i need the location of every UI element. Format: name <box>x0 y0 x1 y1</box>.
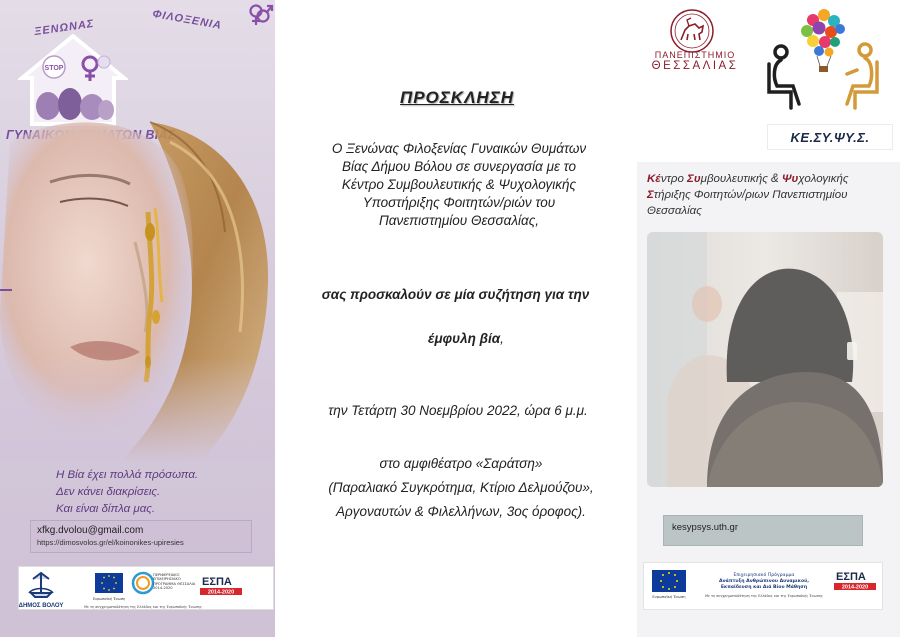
description-initial: Ψυ <box>781 173 799 185</box>
description-line <box>647 171 897 187</box>
funders-logos-right <box>644 563 884 611</box>
therapist-figure-icon <box>847 44 877 108</box>
topic-text: έμφυλη βία <box>428 331 501 346</box>
university-emblem-icon <box>669 8 715 54</box>
invitation-body <box>278 0 633 637</box>
quote-line: Δεν κάνει διακρίσεις. <box>56 486 161 498</box>
shelter-website-link[interactable]: https://dimosvolos.gr/el/koinonikes-upiresies <box>37 538 184 547</box>
counseling-logo-icon <box>761 4 891 116</box>
hot-air-balloon-icon <box>801 9 845 72</box>
cofund-note-right: Με τη συγχρηματοδότηση της Ελλάδας και της Ευρωπαϊκής Ένωσης <box>705 594 823 598</box>
venue-line: (Παραλιακό Συγκρότημα, Κτίριο Δελμούζου», <box>328 480 594 495</box>
intro-line: Ο Ξενώνας Φιλοξενίας Γυναικών Θυμάτων <box>331 141 587 156</box>
venue-line: στο αμφιθέατρο «Σαράτση» <box>379 456 543 471</box>
quote-line: Η Βία έχει πολλά πρόσωπα. <box>56 469 199 481</box>
discussion-topic <box>428 331 504 346</box>
description-text: τήριξης Φοιτητών/ριων Πανεπιστημίου <box>653 189 848 201</box>
shelter-contact-box <box>30 520 252 553</box>
funders-logo-strip-right <box>643 562 883 610</box>
invitation-title: ΠΡΟΣΚΛΗΣΗ <box>400 88 515 107</box>
program-line: Εκπαίδευση και Διά Βίου Μάθηση <box>720 585 808 590</box>
description-line: Θεσσαλίας <box>647 205 702 217</box>
university-name <box>649 50 741 72</box>
counseling-center-panel <box>637 0 900 637</box>
eu-label: Ευρωπαϊκή Ένωση <box>652 595 686 599</box>
counseling-session-photo <box>647 232 883 487</box>
crying-woman-artwork <box>0 112 275 462</box>
espa-years: 2014-2020 <box>207 589 235 596</box>
gender-symbols-icon <box>246 2 274 28</box>
stop-text: STOP <box>44 65 64 72</box>
funders-logo-strip-left <box>18 566 274 610</box>
venue-line: Αργοναυτών & Φιλελλήνων, 3ος όροφος). <box>336 504 586 519</box>
espa-years: 2014-2020 <box>841 584 869 591</box>
intro-line: Πανεπιστημίου Θεσσαλίας, <box>378 213 540 228</box>
counseling-website-link[interactable]: kesypsys.uth.gr <box>663 515 863 546</box>
shelter-quote <box>56 467 198 518</box>
municipality-name: ΔΗΜΟΣ ΒΟΛΟΥ <box>19 603 64 609</box>
description-text: μβουλευτικής & <box>700 173 782 185</box>
municipality-logo-icon <box>29 573 53 597</box>
description-text: χολογικής <box>798 173 849 185</box>
intro-line: Βίας Δήμου Βόλου σε συνεργασία με το <box>341 159 577 174</box>
topic-suffix: , <box>500 331 504 346</box>
shelter-email-link[interactable]: xfkg.dvolou@gmail.com <box>37 525 144 536</box>
description-line <box>647 187 897 203</box>
description-initial: Σ <box>647 189 654 201</box>
shelter-word-2: ΦΙΛΟΞΕΝΙΑ <box>151 7 223 33</box>
quote-line: Και είναι δίπλα μας. <box>56 503 156 515</box>
description-initial: Συ <box>687 173 701 185</box>
invitation-intro <box>284 140 634 230</box>
funders-logos-left <box>19 567 275 611</box>
client-figure-icon <box>769 46 799 108</box>
counseling-center-description <box>647 171 897 219</box>
description-text: ντρο <box>660 173 688 185</box>
event-date: την Τετάρτη 30 Νοεμβρίου 2022, ώρα 6 μ.μ. <box>328 403 588 418</box>
side-accent-line <box>0 289 12 291</box>
program-line: Επιχειρησιακό Πρόγραμμα <box>733 573 795 578</box>
cofund-note-left: Με τη συγχρηματοδότηση της Ελλάδας και της Ευρωπαϊκής Ένωσης <box>84 605 202 609</box>
shelter-word-1: ΞΕΝΩΝΑΣ <box>33 17 96 39</box>
university-name-line1: ΠΑΝΕΠΙΣΤΗΜΙΟ <box>654 50 736 60</box>
region-program-label: ΠΕΡΙΦΕΡΕΙΑΚΟ ΕΠΙΧΕΙΡΗΣΙΑΚΟ ΠΡΟΓΡΑΜΜΑ ΘΕΣΣΑΛΙΑ 2014-2020 <box>153 573 196 591</box>
intro-line: Υποστήριξης Φοιτητών/ριών του <box>362 195 556 210</box>
program-line: Ανάπτυξη Ανθρώπινου Δυναμικού, <box>718 579 810 584</box>
espa-logo-text: ΕΣΠΑ <box>836 571 866 583</box>
shelter-panel <box>0 0 275 637</box>
eu-label: Ευρωπαϊκή Ένωση <box>92 597 126 601</box>
description-initial: Κέ <box>647 173 661 185</box>
espa-logo-text: ΕΣΠΑ <box>202 576 232 588</box>
counseling-center-acronym: ΚΕ.ΣΥ.ΨΥ.Σ. <box>767 124 893 150</box>
intro-line: Κέντρο Συμβουλευτικής & Ψυχολογικής <box>341 177 577 192</box>
university-name-line2: ΘΕΣΣΑΛΙΑΣ <box>651 60 739 72</box>
event-venue <box>278 452 644 524</box>
invitation-line: σας προσκαλούν σε μία συζήτηση για την <box>321 287 590 302</box>
